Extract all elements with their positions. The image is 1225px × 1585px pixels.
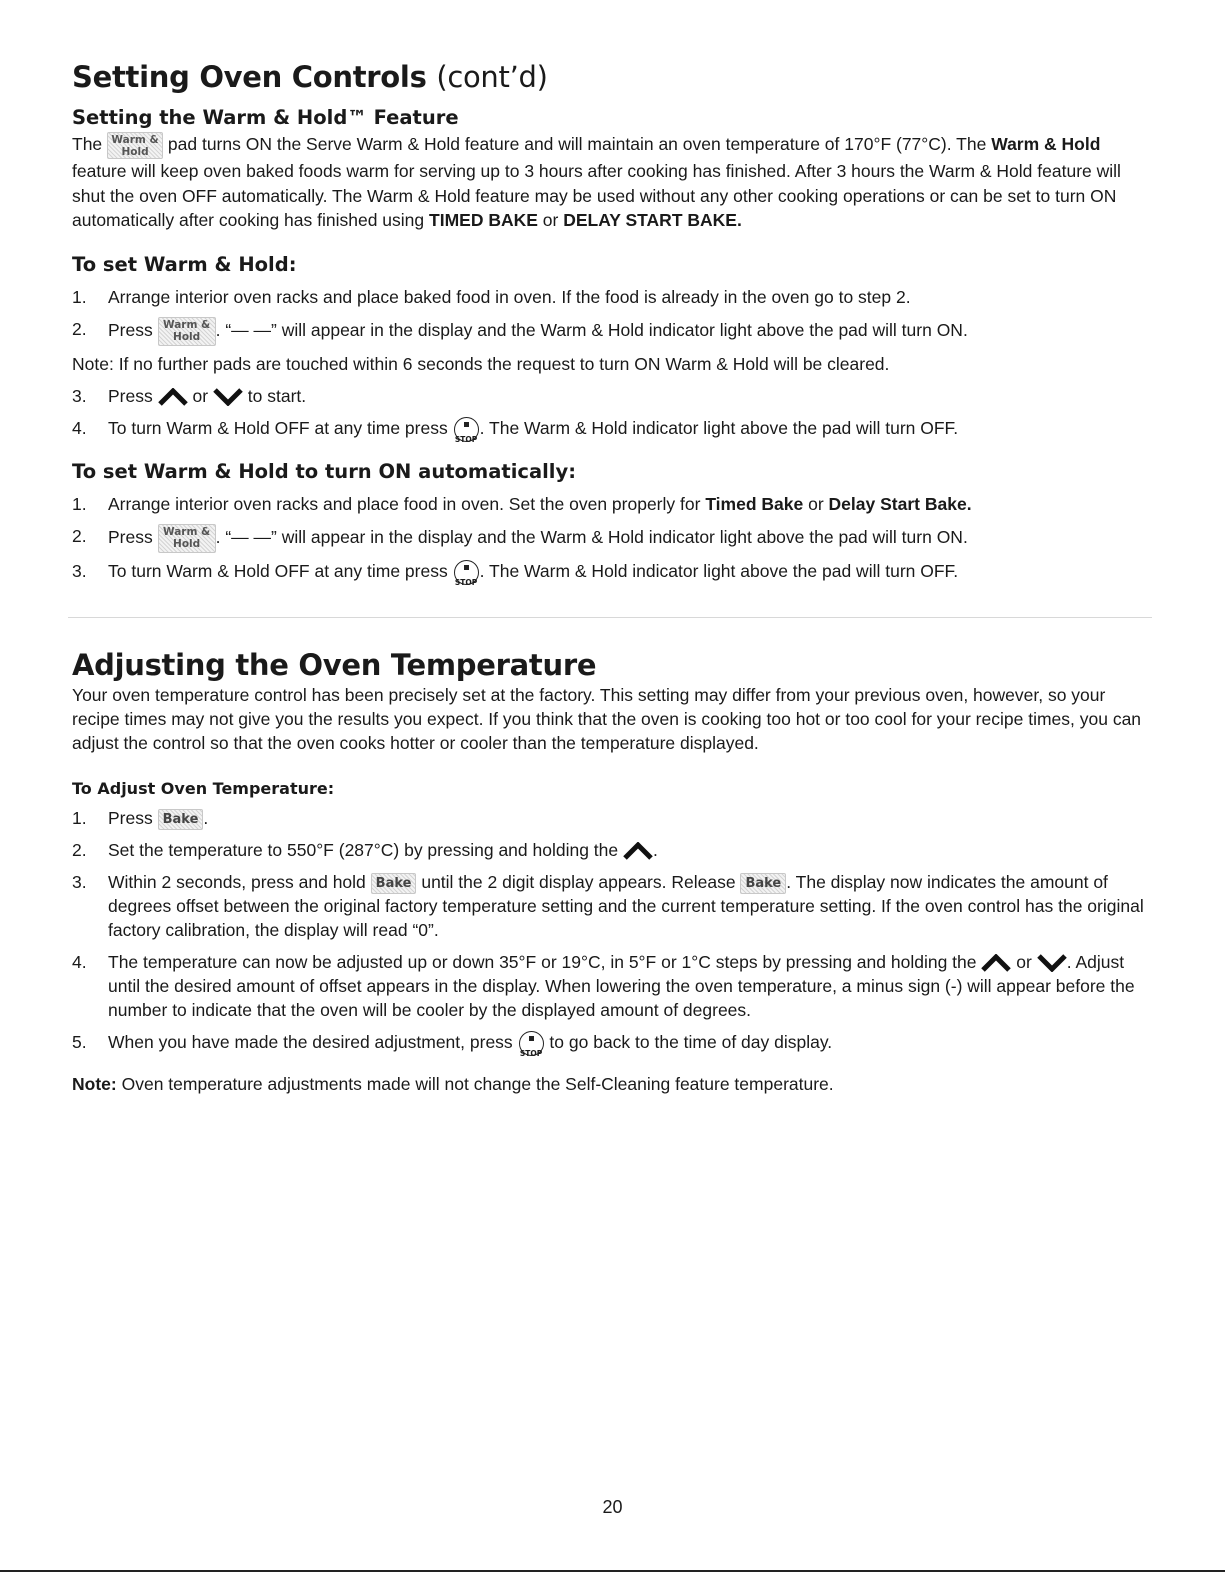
manual-page bbox=[72, 60, 1152, 1096]
list-item: 2. Press Warm & Hold . “— —” will appear in the display and the Warm & Hold indicator light above the pad will turn ON. bbox=[72, 317, 1152, 346]
list-item: 1. Press Bake . bbox=[72, 807, 209, 828]
list-item: 4. The temperature can now be adjusted up or down 35°F or 19°C, in 5°F or 1°C steps by pressing and holding the or . Adjust until the desired amount of offset appears in the display. When lowering the oven temperature, a minus sign (-) will appear before the number to indicate that the oven will be cooler by the displayed amount of degrees. bbox=[72, 951, 1135, 1020]
set-warm-hold-heading: To set Warm & Hold: bbox=[72, 252, 297, 276]
set-warm-hold-steps bbox=[72, 285, 1152, 442]
adjust-temp-steps bbox=[72, 806, 1152, 1056]
list-item: 2. Press Warm & Hold . “— —” will appear in the display and the Warm & Hold indicator light above the pad will turn ON. bbox=[72, 524, 1152, 553]
warm-hold-pad-icon: Warm & Hold bbox=[158, 317, 216, 346]
list-item: 1. Arrange interior oven racks and place baked food in oven. If the food is already in the oven go to step 2. bbox=[72, 287, 911, 308]
down-arrow-icon bbox=[1037, 954, 1067, 972]
page-title: Setting Oven Controls (cont’d) bbox=[72, 60, 548, 94]
bake-pad-icon: Bake bbox=[158, 809, 204, 830]
warm-hold-intro: The Warm & Hold pad turns ON the Serve Warm & Hold feature and will maintain an oven temperature of 170°F (77°C). The Warm & Hold feature will keep oven baked foods warm for serving up to 3 hours after cooking has finished. After 3 hours the Warm & Hold feature will shut the oven OFF automatically. The Warm & Hold feature may be used without any other cooking operations or can be set to turn ON automatically after cooking has finished using TIMED BAKE or DELAY START BAKE. bbox=[72, 134, 1121, 231]
page-number: 20 bbox=[602, 1497, 623, 1517]
bottom-rule bbox=[0, 1570, 1225, 1572]
stop-icon: STOP bbox=[519, 1031, 544, 1056]
section-divider bbox=[68, 617, 1152, 618]
adjust-temp-title: Adjusting the Oven Temperature bbox=[72, 648, 597, 683]
stop-icon: STOP bbox=[454, 417, 479, 442]
list-item: 2. Set the temperature to 550°F (287°C) by pressing and holding the . bbox=[72, 839, 658, 860]
note-text: Note: If no further pads are touched within 6 seconds the request to turn ON Warm & Hold will be cleared. bbox=[72, 354, 890, 375]
adjust-temp-heading: To Adjust Oven Temperature: bbox=[72, 778, 335, 798]
list-item: 3. To turn Warm & Hold OFF at any time press STOP . The Warm & Hold indicator light above the pad will turn OFF. bbox=[72, 561, 959, 588]
list-item: 5. When you have made the desired adjustment, press STOP to go back to the time of day display. bbox=[72, 1031, 833, 1058]
up-arrow-icon bbox=[623, 842, 653, 860]
warm-hold-pad-icon: Warm & Hold bbox=[107, 132, 163, 159]
list-item: 1. Arrange interior oven racks and place food in oven. Set the oven properly for Timed Bake or Delay Start Bake. bbox=[72, 494, 972, 515]
auto-warm-hold-steps bbox=[72, 492, 1152, 588]
warm-hold-subtitle: Setting the Warm & Hold™ Feature bbox=[72, 105, 459, 129]
stop-icon: STOP bbox=[454, 560, 479, 585]
temperature-note: Note: Oven temperature adjustments made will not change the Self-Cleaning feature temperature. bbox=[72, 1073, 834, 1094]
bake-pad-icon: Bake bbox=[740, 873, 786, 894]
bake-pad-icon: Bake bbox=[371, 873, 417, 894]
list-item: 3. Press or to start. bbox=[72, 386, 307, 407]
up-arrow-icon bbox=[158, 388, 188, 406]
up-arrow-icon bbox=[981, 954, 1011, 972]
down-arrow-icon bbox=[213, 388, 243, 406]
list-item: 3. Within 2 seconds, press and hold Bake until the 2 digit display appears. Release Bake . The display now indicates the amount of degrees offset between the original factory temperature setting and the current temperature setting. If the oven control has the original factory calibration, the display will read “0”. bbox=[72, 871, 1144, 940]
adjust-temp-intro: Your oven temperature control has been precisely set at the factory. This setting may differ from your previous oven, however, so your recipe times may not give you the results you expect. If you think that the oven is cooking too hot or too cool for your recipe times, you can adjust the control so that the oven cooks hotter or cooler than the temperature displayed. bbox=[72, 684, 1142, 753]
warm-hold-pad-icon: Warm & Hold bbox=[158, 524, 216, 553]
auto-warm-hold-heading: To set Warm & Hold to turn ON automatically: bbox=[72, 459, 577, 483]
list-item: 4. To turn Warm & Hold OFF at any time press STOP . The Warm & Hold indicator light above the pad will turn OFF. bbox=[72, 418, 959, 444]
